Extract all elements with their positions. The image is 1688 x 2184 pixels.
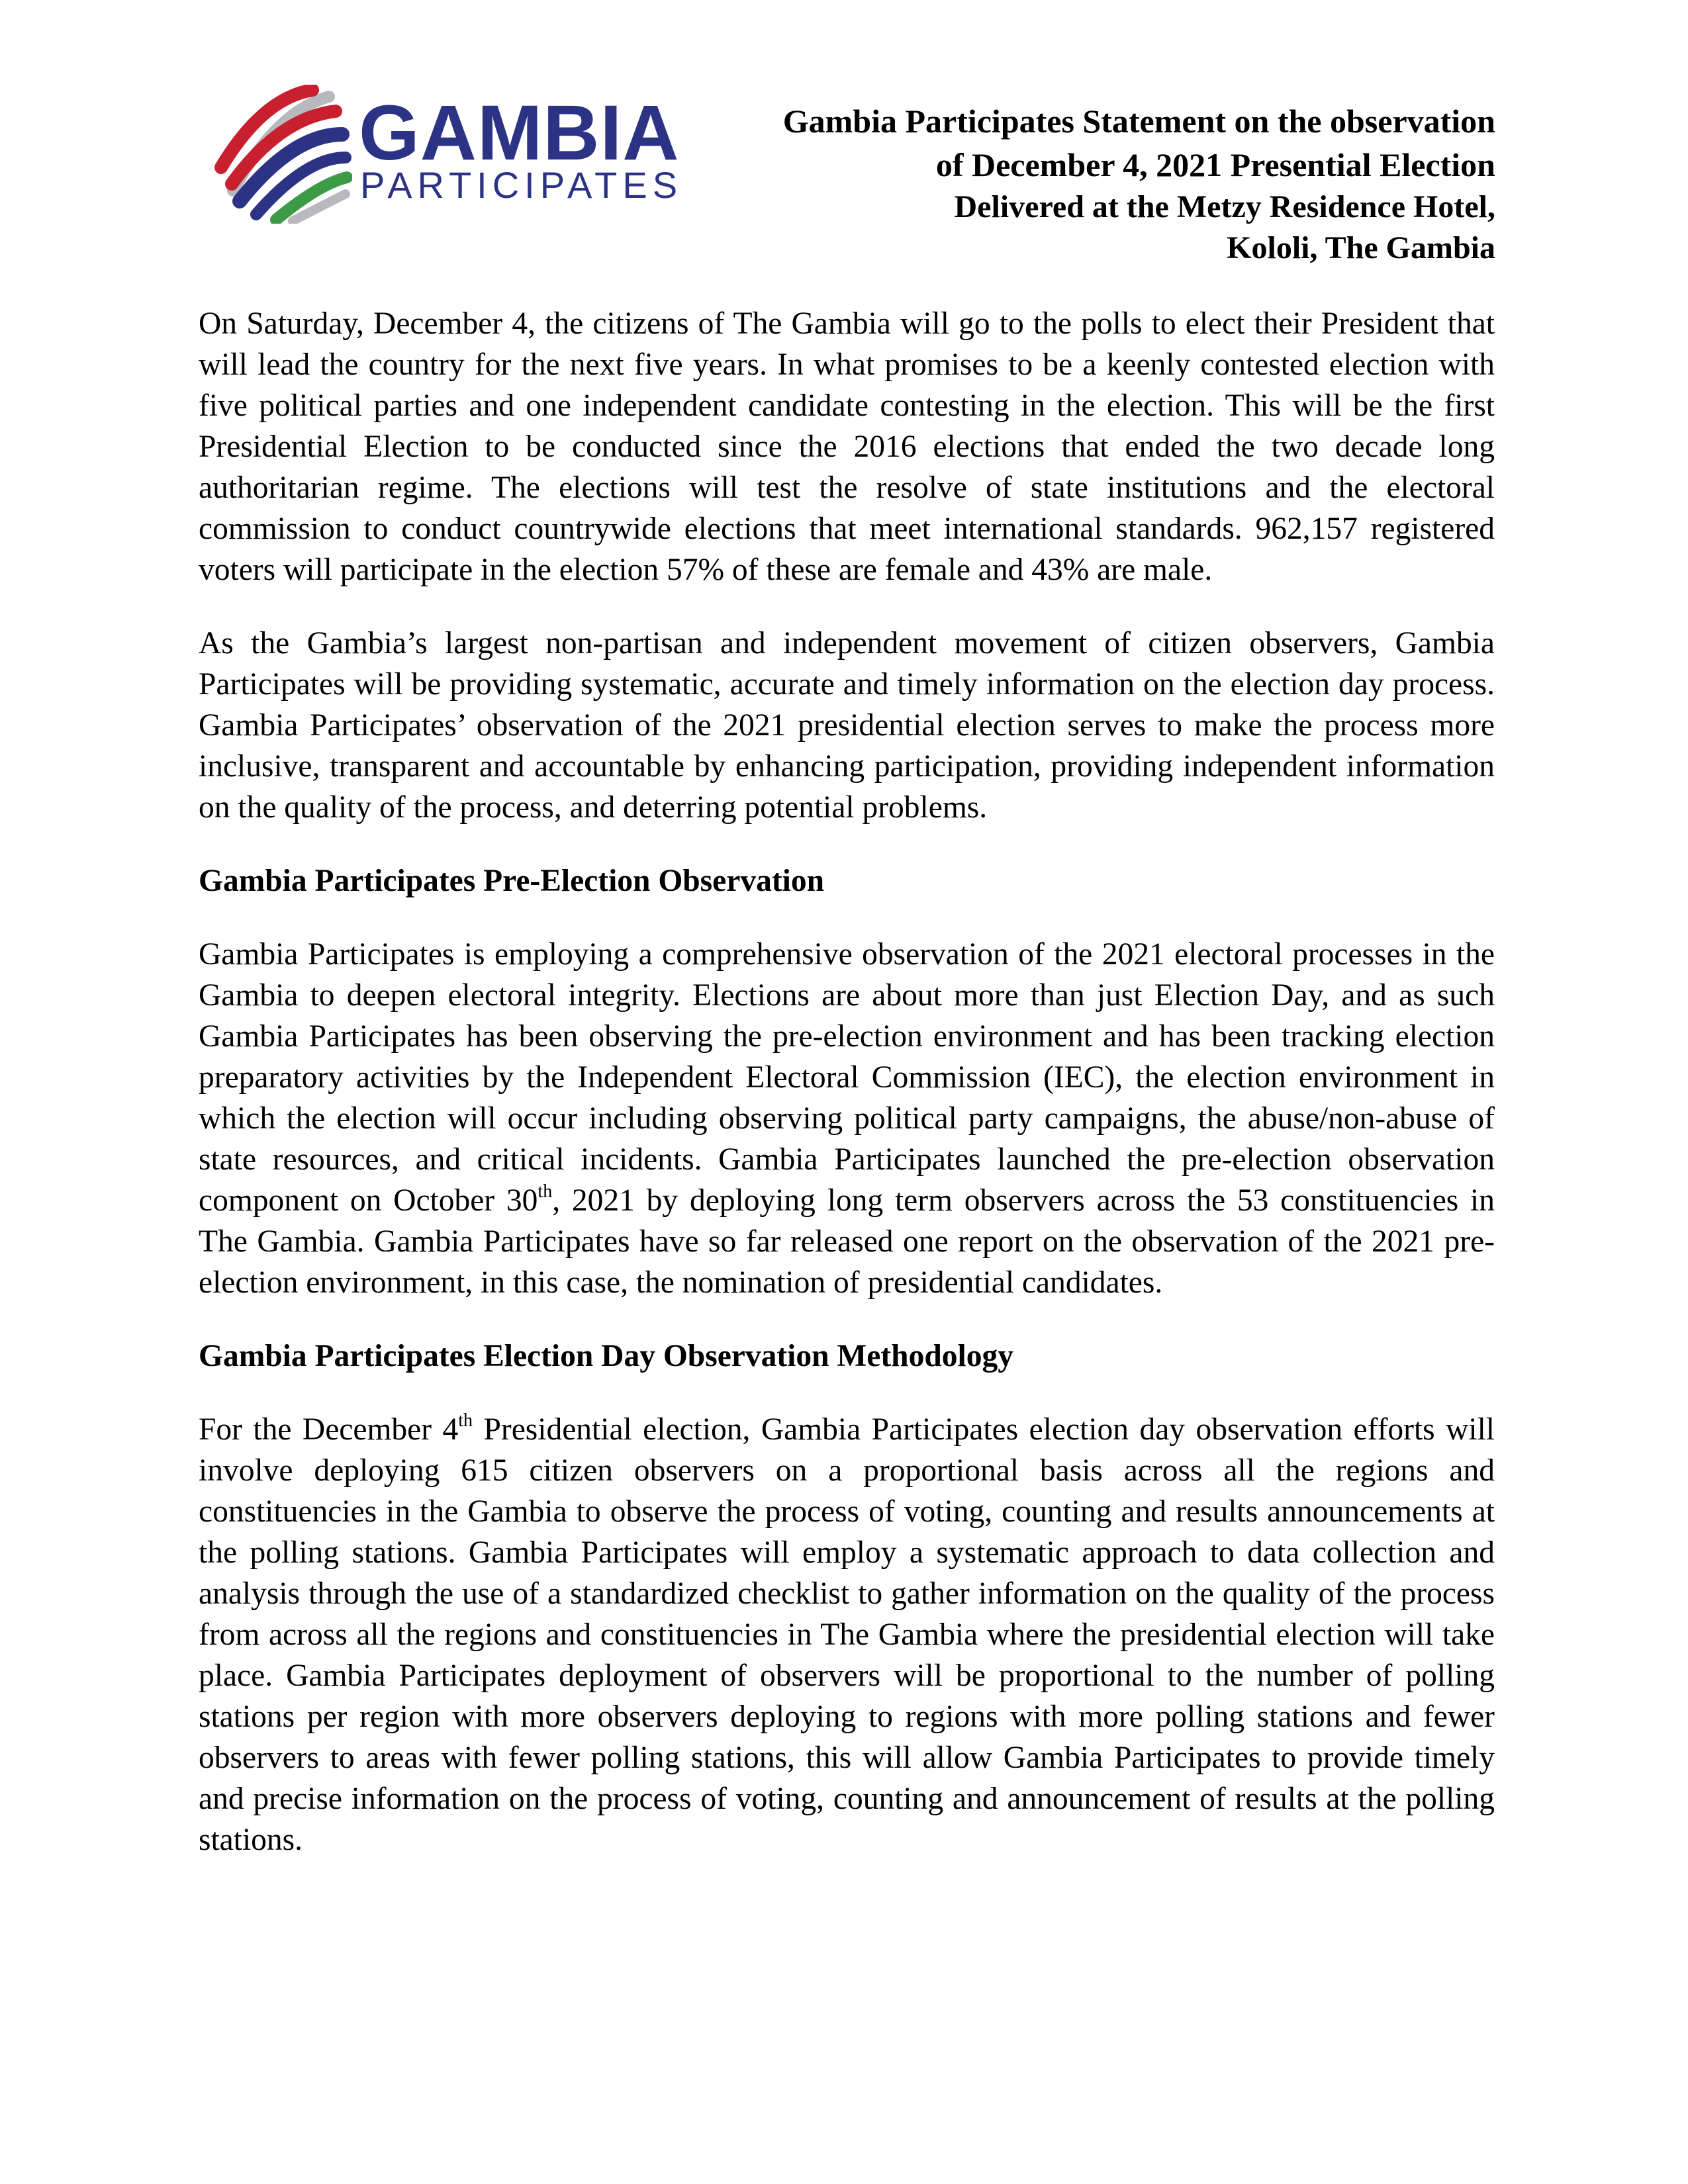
striped-globe-icon (213, 85, 352, 224)
header-line-4: Kololi, The Gambia (1227, 230, 1495, 265)
paragraph-pre-election (199, 934, 1495, 1303)
gambia-participates-logo (213, 85, 683, 224)
header-line-2: of December 4, 2021 Presential Election (935, 146, 1495, 183)
logo-subtitle: PARTICIPATES (360, 164, 683, 206)
paragraph-methodology-text-b: Presidential election, Gambia Participates election day observation efforts will involve deploying 615 citizen observers on a proportional basis across all the regions and constituencies in the Gambia to observe the process of voting, counting and results announcements at the polling stations. Gambia Participates will employ a systematic approach to data collection and analysis through the use of a standardized checklist to gather information on the quality of the process from across all the regions and constituencies in The Gambia where the presidential election will take place. Gambia Participates deployment of observers will be proportional to the number of polling stations per region with more observers deploying to regions with more polling stations and fewer observers to areas with fewer polling stations, this will allow Gambia Participates to provide timely and precise information on the process of voting, counting and announcement of results at the polling stations. (199, 1412, 1495, 1857)
ordinal-suffix: th (458, 1410, 473, 1431)
logo-wordmark: GAMBIA (359, 89, 680, 177)
header-line-3: Delivered at the Metzy Residence Hotel, (954, 189, 1495, 224)
header-line-1: Gambia Participates Statement on the observation (782, 103, 1495, 140)
paragraph-pre-election-text-a: Gambia Participates is employing a comprehensive observation of the 2021 electoral processes in the Gambia to deepen electoral integrity. Elections are about more than just Election Day, and as such Gambia Participates has been observing the pre-election environment and has been tracking election preparatory activities by the Independent Electoral Commission (IEC), the election environment in which the election will occur including observing political party campaigns, the abuse/non-abuse of state resources, and critical incidents. Gambia Participates launched the pre-election observation component on October 30 (199, 937, 1495, 1218)
paragraph-about: As the Gambia’s largest non-partisan and independent movement of citizen observers, Gambia Participates will be providing systematic, accurate and timely information on the election day process. Gambia Participates’ observation of the 2021 presidential election serves to make the process more inclusive, transparent and accountable by enhancing participation, providing independent information on the quality of the process, and deterring potential problems. (199, 626, 1495, 825)
section-heading-pre-election: Gambia Participates Pre-Election Observation (199, 864, 825, 898)
paragraph-methodology-text-a: For the December 4 (199, 1412, 459, 1447)
statement-header (648, 99, 1495, 269)
paragraph-intro: On Saturday, December 4, the citizens of The Gambia will go to the polls to elect their President that will lead the country for the next five years. In what promises to be a keenly contested election with five political parties and one independent candidate contesting in the election. This will be the first Presidential Election to be conducted since the 2016 elections that ended the two decade long authoritarian regime. The elections will test the resolve of state institutions and the electoral commission to conduct countrywide elections that meet international standards. 962,157 registered voters will participate in the election 57% of these are female and 43% are male. (199, 306, 1495, 587)
paragraph-pre-election-text-b: , 2021 by deploying long term observers across the 53 constituencies in The Gambia. Gambia Participates have so far released one report on the observation of the 2021 pre-election environment, in this case, the nomination of presidential candidates. (199, 1183, 1495, 1300)
paragraph-methodology (199, 1409, 1495, 1860)
statement-body (199, 303, 1495, 1893)
ordinal-suffix: th (538, 1181, 553, 1202)
section-heading-methodology: Gambia Participates Election Day Observation Methodology (199, 1339, 1013, 1373)
